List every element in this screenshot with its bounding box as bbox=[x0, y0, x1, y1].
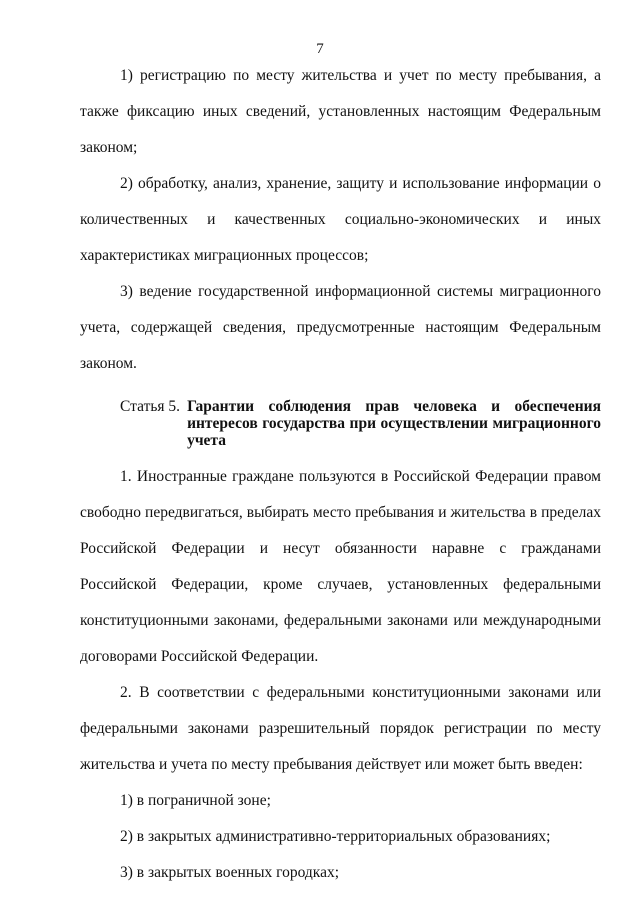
article-heading bbox=[80, 398, 601, 449]
article-title: Гарантии соблюдения прав человека и обеспечения интересов государства при осуществлении миграционного учета bbox=[187, 398, 601, 449]
zone-item-2: 2) в закрытых административно-территориальных образованиях; bbox=[120, 828, 551, 845]
intro-item-2: 2) обработку, анализ, хранение, защиту и использование информации о количественных и качественных социально-экономических и иных характеристиках миграционных процессов; bbox=[80, 175, 601, 264]
intro-item-1: 1) регистрацию по месту жительства и учет по месту пребывания, а также фиксацию иных сведений, установленных настоящим Федеральным законом; bbox=[80, 67, 601, 156]
article-paragraph-2: 2. В соответствии с федеральными конституционными законами или федеральными законами разрешительный порядок регистрации по месту жительства и учета по месту пребывания действует или может быть введен: bbox=[80, 684, 601, 773]
zone-item-1: 1) в пограничной зоне; bbox=[120, 792, 271, 809]
article-paragraph-1: 1. Иностранные граждане пользуются в Российской Федерации правом свободно передвигаться, выбирать место пребывания и жительства в пределах Российской Федерации и несут обязанности наравне с гражданами Российской Федерации, кроме случаев, установленных федеральными конституционными законами, федеральными законами или международными договорами Российской Федерации. bbox=[80, 468, 601, 665]
document-body bbox=[80, 58, 601, 891]
intro-item-3: 3) ведение государственной информационной системы миграционного учета, содержащей сведения, предусмотренные настоящим Федеральным законом. bbox=[80, 283, 601, 372]
page-number: 7 bbox=[316, 41, 324, 57]
article-label: Статья 5. bbox=[120, 398, 181, 415]
zone-item-3: 3) в закрытых военных городках; bbox=[120, 864, 340, 881]
